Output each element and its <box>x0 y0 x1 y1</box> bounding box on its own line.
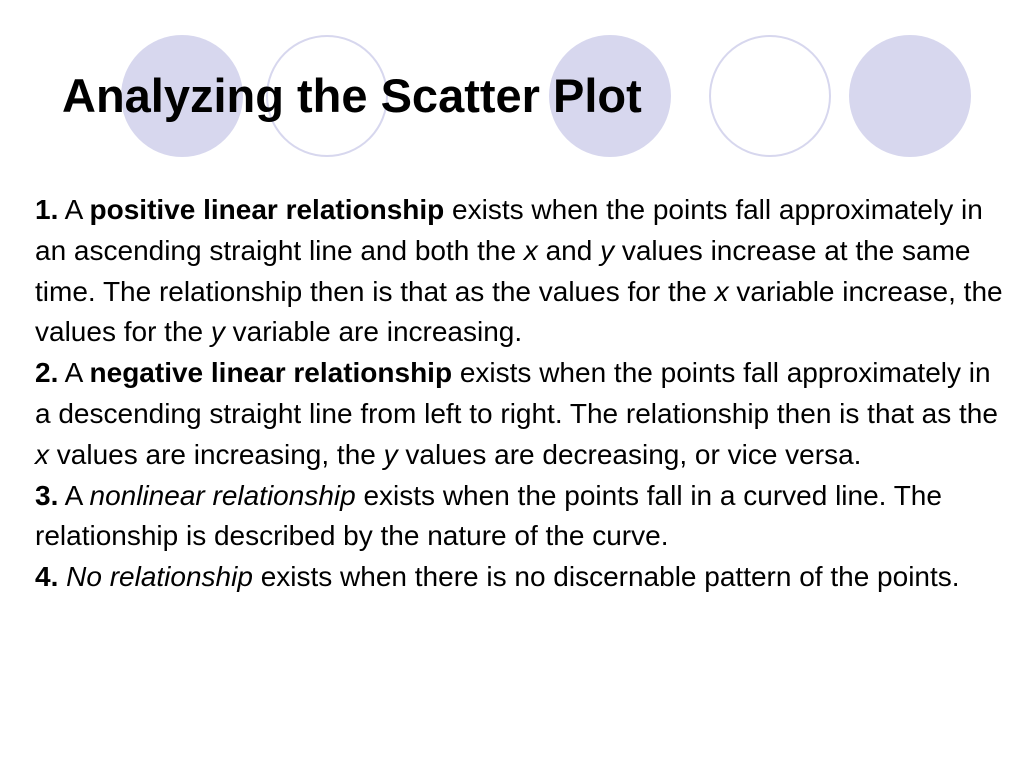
list-item-negative-linear <box>35 353 1010 475</box>
item-text: values increase at the same time. The relationship then is that as the values for the <box>35 234 971 307</box>
item-text: values are increasing, the <box>49 438 384 470</box>
item-intro: A <box>58 479 90 511</box>
variable-x: x <box>35 438 49 470</box>
item-text: exists when the points fall approximately in a descending straight line from left to right. The relationship then is that as the <box>35 357 998 429</box>
item-text: variable increase, the values for the <box>35 275 1003 348</box>
item-intro: A <box>58 357 90 389</box>
item-text: variable are increasing. <box>224 316 523 348</box>
item-number: 1. <box>35 194 59 225</box>
item-text: values are decreasing, or vice versa. <box>397 438 862 470</box>
item-term: nonlinear relationship <box>89 479 356 511</box>
item-number: 3. <box>35 479 59 511</box>
item-text: exists when the points fall in a curved line. The relationship is described by the nature of the curve. <box>35 479 942 552</box>
item-term: positive linear relationship <box>89 194 445 225</box>
item-term: negative linear relationship <box>89 357 453 389</box>
item-intro <box>58 561 66 592</box>
item-number: 4. <box>35 561 59 593</box>
item-number: 2. <box>35 357 59 389</box>
variable-x: x <box>523 234 538 266</box>
slide-title: Analyzing the Scatter Plot <box>62 69 642 122</box>
item-text: exists when there is no discernable pattern of the points. <box>252 561 960 593</box>
item-text: and <box>537 234 601 266</box>
list-item-no-relationship <box>35 557 1010 598</box>
item-intro: A <box>58 194 90 225</box>
item-text: exists when the points fall approximately in an ascending straight line and both the <box>35 194 983 266</box>
variable-y: y <box>383 438 398 470</box>
list-item-nonlinear <box>35 476 1010 558</box>
variable-y: y <box>600 234 615 266</box>
decorative-circle <box>849 35 971 157</box>
slide-body <box>35 190 1010 598</box>
list-item-positive-linear <box>35 190 1010 353</box>
variable-y: y <box>210 316 225 348</box>
variable-x: x <box>714 275 729 307</box>
item-term: No relationship <box>66 561 253 593</box>
decorative-circle-outline <box>709 35 831 157</box>
